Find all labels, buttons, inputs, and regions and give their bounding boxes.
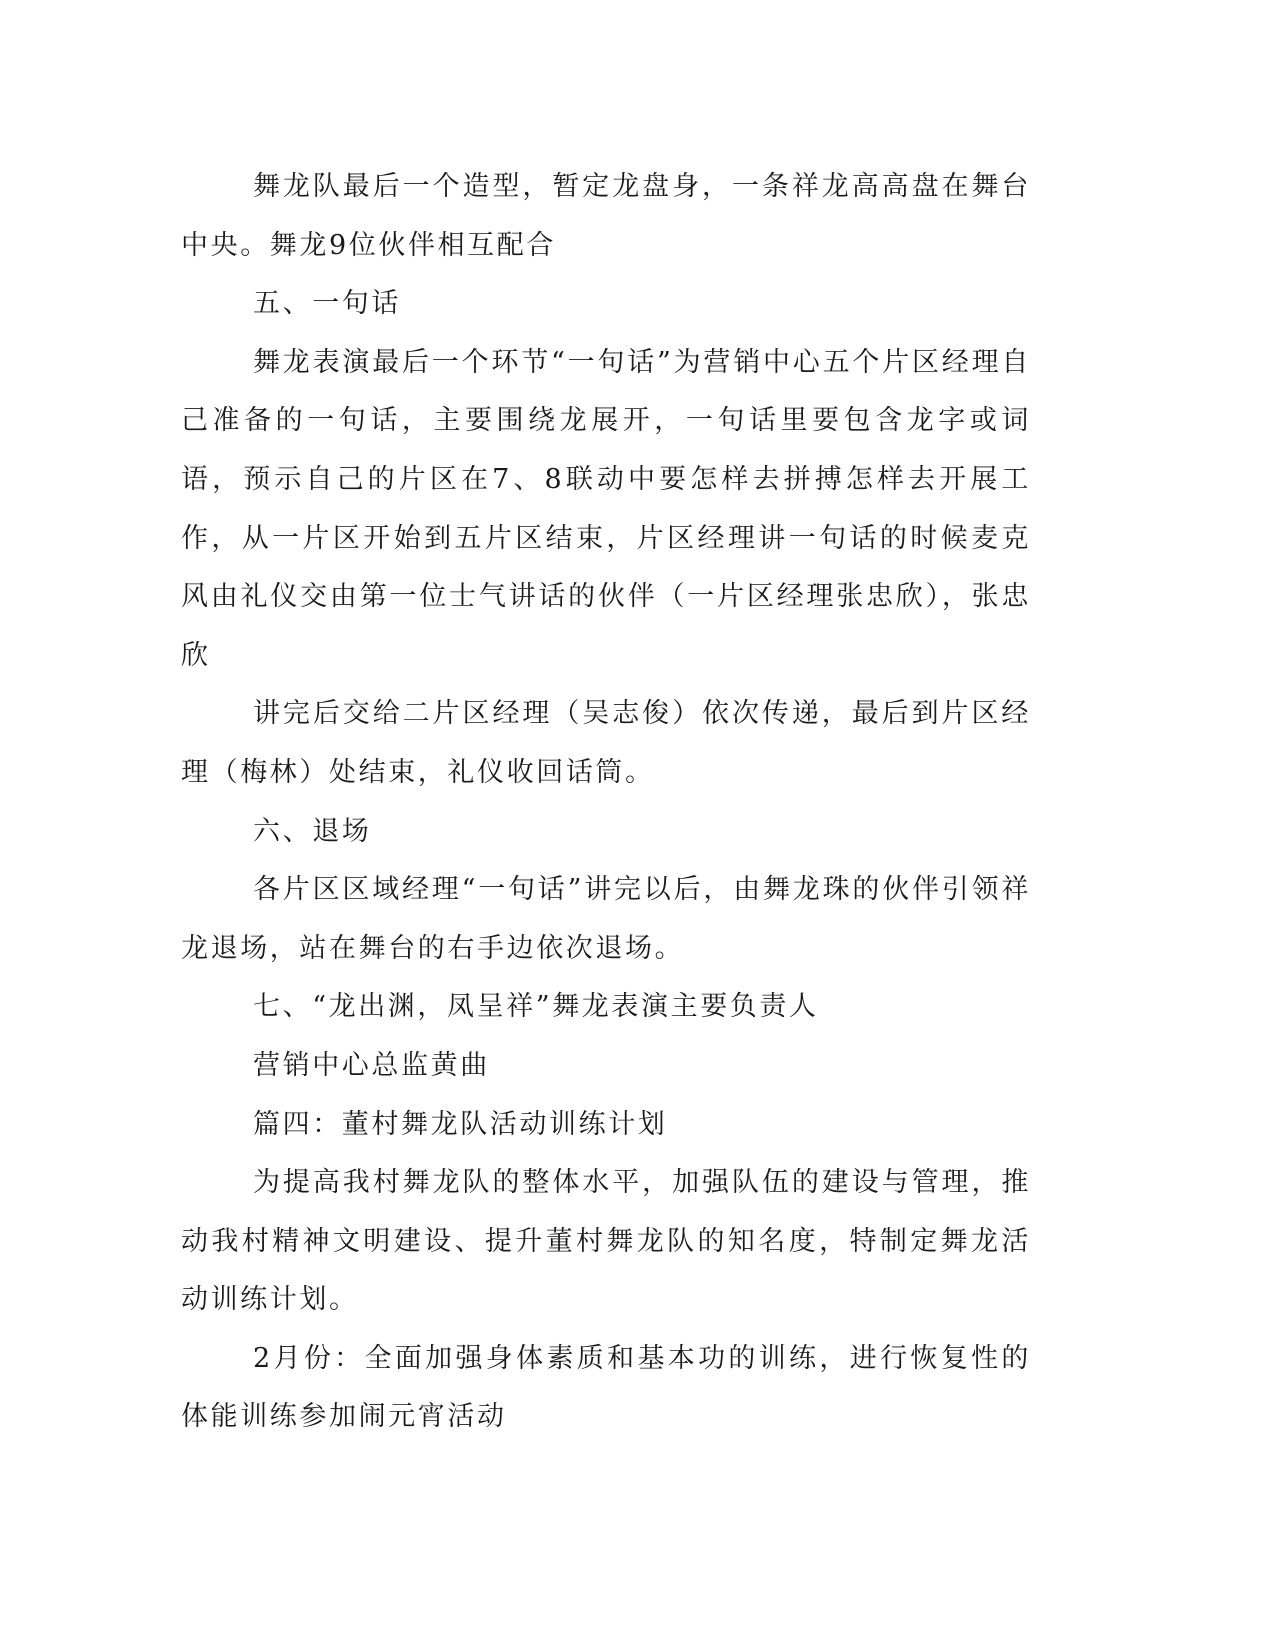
paragraph-training-plan-intro: 为提高我村舞龙队的整体水平，加强队伍的建设与管理，推动我村精神文明建设、提升董村舞龙队的知名度，特制定舞龙活动训练计划。 [181, 1167, 1031, 1316]
section-heading-one-sentence: 五、一句话 [253, 288, 401, 320]
paragraph-dragon-coil-pose: 舞龙队最后一个造型，暂定龙盘身，一条祥龙高高盘在舞台中央。舞龙9位伙伴相互配合 [181, 171, 1031, 261]
paragraph-one-sentence-details: 舞龙表演最后一个环节“一句话”为营销中心五个片区经理自己准备的一句话，主要围绕龙展开，一句话里要包含龙字或词语，预示自己的片区在7、8联动中要怎样去拼搏怎样去开展工作，从一片区开始到五片区结束，片区经理讲一句话的时候麦克风由礼仪交由第一位士气讲话的伙伴（一片区经理张忠欣），张忠欣 [181, 346, 1031, 671]
chapter-heading-training-plan: 篇四：董村舞龙队活动训练计划 [253, 1108, 668, 1140]
paragraph-microphone-handover: 讲完后交给二片区经理（吴志俊）依次传递，最后到片区经理（梅林）处结束，礼仪收回话筒。 [181, 698, 1031, 788]
paragraph-february-plan: 2月份：全面加强身体素质和基本功的训练，进行恢复性的体能训练参加闹元宵活动 [181, 1342, 1031, 1433]
section-heading-exit: 六、退场 [253, 815, 372, 847]
section-heading-responsible-person: 七、“龙出渊，凤呈祥”舞龙表演主要负责人 [253, 991, 819, 1023]
paragraph-exit-details: 各片区区域经理“一句话”讲完以后，由舞龙珠的伙伴引领祥龙退场，站在舞台的右手边依次退场。 [181, 874, 1031, 964]
document-body [181, 158, 1031, 1447]
paragraph-responsible-person: 营销中心总监黄曲 [253, 1049, 490, 1081]
